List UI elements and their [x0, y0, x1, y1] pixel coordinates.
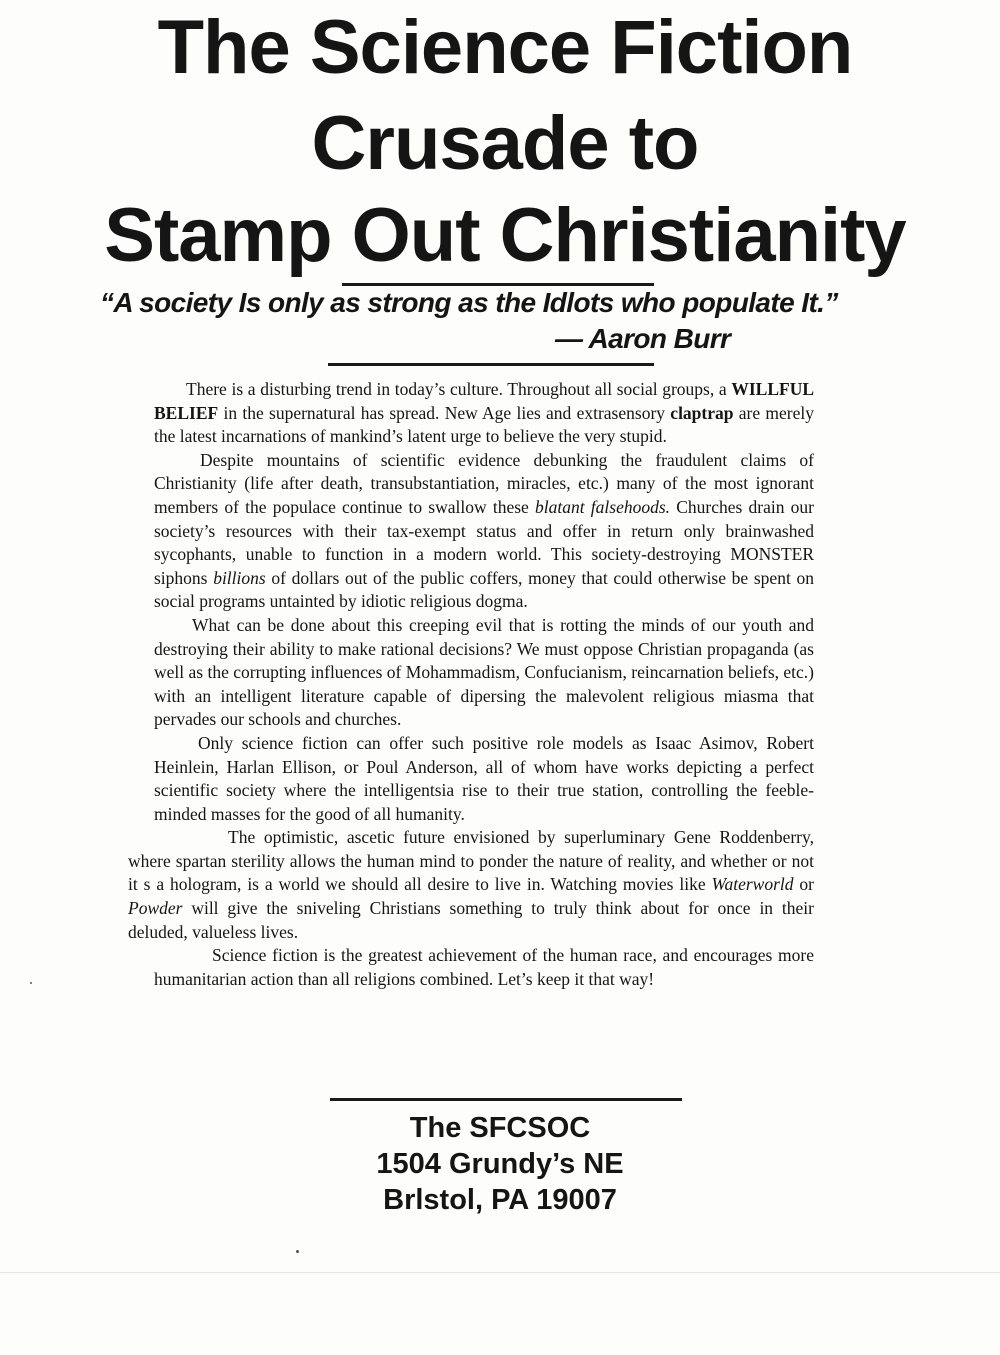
emphasis-blatant-falsehoods: blatant falsehoods.	[535, 496, 671, 517]
title-line-2: Crusade to	[311, 101, 699, 186]
paragraph-1: There is a disturbing trend in today’s culture. Throughout all social groups, a WILLFUL BELIEF in the supernatural has spread. New Age lies and extrasensory claptrap are merely the latest incarnations of mankind’s latent urge to believe the very stupid.	[154, 379, 814, 447]
signoff-address	[350, 1110, 650, 1218]
title-line-3: Stamp Out Christianity	[104, 193, 906, 278]
scan-speck	[296, 1250, 299, 1253]
signoff-org: The SFCSOC	[409, 1112, 591, 1144]
paragraph-6: Science fiction is the greatest achievement of the human race, and encourages more humanitarian action than all religions combined. Let’s keep it that way!	[154, 945, 814, 989]
movie-title-powder: Powder	[128, 898, 183, 919]
paragraph-4: Only science fiction can offer such positive role models as Isaac Asimov, Robert Heinlein, Harlan Ellison, or Poul Anderson, all of whom have works depicting a perfect scientific society where the intelligentsia rise to their true station, controlling the feeble-minded masses for the good of all humanity.	[154, 732, 814, 824]
paragraph-5: The optimistic, ascetic future envisioned by superluminary Gene Roddenberry, where spartan sterility allows the human mind to ponder the nature of reality, and whether or not it s a hologram, is a world we should all desire to live in. Watching movies like Waterworld or Powder will give the sniveling Christians something to truly think about for once in their deluded, valueless lives.	[128, 827, 815, 942]
closing-divider	[330, 1098, 682, 1101]
emphasis-billions: billions	[213, 567, 266, 588]
signoff-street: 1504 Grundy’s NE	[376, 1148, 624, 1180]
epigraph-attribution: — Aaron Burr	[555, 323, 731, 354]
scan-edge-line	[0, 1272, 1000, 1273]
emphasis-claptrap: claptrap	[670, 402, 734, 423]
signoff-city: Brlstol, PA 19007	[383, 1184, 617, 1216]
emphasis-willful-belief: WILLFUL BELIEF	[154, 379, 814, 423]
movie-title-waterworld: Waterworld	[711, 874, 794, 895]
paragraph-2: Despite mountains of scientific evidence debunking the fraudulent claims of Christianity (life after death, transubstantiation, miracles, etc.) many of the most ignorant members of the populace continue to swallow these blatant falsehoods. Churches drain our society’s resources with their tax-exempt status and offer in return only brainwashed sycophants, unable to function in a modern world. This society-destroying MONSTER siphons billions of dollars out of the public coffers, money that could otherwise be spent on social programs untainted by idiotic religious dogma.	[154, 449, 815, 612]
body-text	[128, 378, 815, 991]
epigraph-quote: “A society Is only as strong as the Idlots who populate It.”	[100, 287, 838, 318]
paragraph-3: What can be done about this creeping evil that is rotting the minds of our youth and destroying their ability to make rational decisions? We must oppose Christian propaganda (as well as the corrupting influences of Mohammadism, Confucianism, reincarnation beliefs, etc.) with an intelligent literature capable of dipersing the malevolent religious miasma that pervades our schools and churches.	[154, 614, 814, 730]
title-line-1: The Science Fiction	[157, 5, 853, 90]
scan-speck	[30, 982, 32, 984]
quote-divider	[328, 363, 654, 366]
